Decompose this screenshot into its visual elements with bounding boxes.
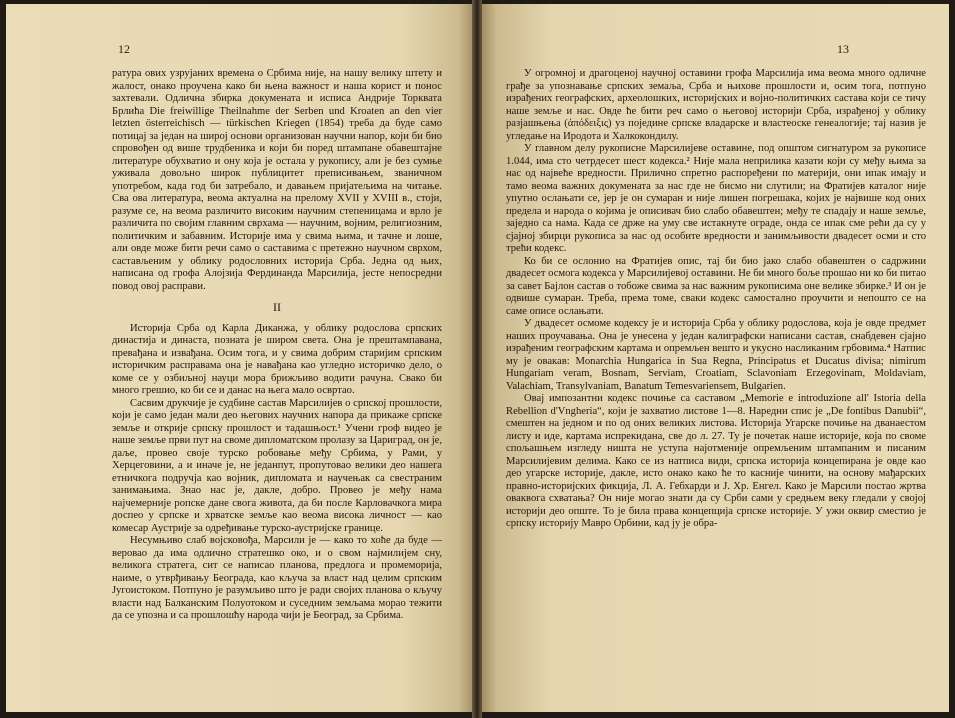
right-paragraph-4: У двадесет осмоме кодексу је и историја Срба у облику родослова, која је овде предмет наших проучавања. Она је унесена у један калиграфски написани састав, снабдевен сјајно израђеним географским картама и опремљен вешто и укусно насликаним грбовима.⁴ Натпис му је овакав: Monarchia Hungarica in Sua Regna, Principatus et Ducatus divisa; nimirum Hungariam veram, Bosnam, Serviam, Croatiam, Sclavoniam Erzegovinam, Moldaviam, Valachiam, Transylvaniam, Banatum Temesvariensem, Bulgarien. [506, 318, 926, 392]
right-paragraph-5: Овај импозантни кодекс почиње са саставом „Memorie e introduzione all' Istoria della Rebellion d'Vngheria“, који је захватио листове 1—8. Наредни спис је „De fontibus Danubii“, смештен на једном и по од оних великих листова. Историја Угарске почиње на дванаестом листу и иде, картама испрекидана, све до л. 27. Ту је почетак наше историје, која по своме спољашњем изгледу ништа не уступа најотменије опремљеним штампаним и писаним Марсилијевим делима. Како се из натписа види, српска историја концепирана је овде као део угарске историје, дакле, исто онако како ће то касније чинити, на основу мађарских правно-историјских фикција, Л. А. Гебхарди и Ј. Хр. Енгел. Како је Марсили постао жртва оваквога схватања? Он није могао знати да су Срби сами у средњем веку гледали у својој историји део опште. То је била права концепција српске историје. У ужи оквир сместио је српску историју Мавро Орбини, кад ју је обра- [506, 393, 926, 529]
left-section-paragraph-2: Сасвим друкчије је судбине састав Марсилијев о српској прошлости, који је само један мали део његових научних напора да прикаже српске земље и открије српску прошлост и тадашњост.¹ Учени гроф видео је наше земље први пут на своме дипломатском пролазу за Цариград, он је, даље, провео своје турско робовање међу Србима, у Рами, у Херцеговини, а и иначе је, не једанпут, пропутовао велики део нашега етничкога подручја као војник, дипломата и научењак са свестраним занимањима. Знао нас је, дакле, добро. Провео је међу нама најчемерније ропске дане свога живота, да би после Карловачкога мира доспео у српске и хрватске земље као веома висока личност — као комесар Аустрије за одређивање турско-аустријске границе. [112, 397, 442, 534]
book-gutter [472, 0, 482, 718]
section-heading: II [273, 300, 281, 314]
page-number-right: 13 [837, 42, 849, 56]
right-paragraph-2: У главном делу рукописне Марсилијеве оставине, под општом сигнатуром за рукописе 1.044, има сто четрдесет шест кодекса.² Није мала неприлика казати који су међу њима за нас од највеће вредности. Прилично спретно распоређени по материји, они ипак имају и тамо веома важних докумената за нас где не бисмо ни слутили; на Фратијев каталог није упутно ослањати се, јер је он сумаран и није лишен погрешака, којих је највише код оних предела и народа о којима је описивач био слабо обавештен; међу те спадају и наше земље, заједно са нама. Када се држе на уму све истакнуте ограде, онда се ипак сме рећи да су у сјајној збирци рукописа за нас од особите вредности и занимљивости двадесет осми и сто трећи кодекс. [506, 143, 926, 254]
left-section-paragraph-1: Историја Срба од Карла Диканжа, у облику родослова српских династија и династа, позната је широм света. Она је прештампавана, превађана и извађана. Осим тога, и у свима добрим старијим српским историчким расправама она је навађана као угледно историчко дело, о коме се у озбиљној науци мора брижљиво водити рачуна. Свако би много грешио, ко би се и данас на њега мало освртао. [112, 322, 442, 396]
left-paragraph-1: ратура ових узрујаних времена о Србима није, на нашу велику штету и жалост, онако проучена како би њена важност и наша корист и понос захтевали. Одлична збирка докумената и исписа Андрије Торквата Брлића Die freiwillige Theilnahme der Serben und Kroaten an den vier letzten österreichisch — türkischen Kriegen (1854) треба да буде само потицај за један на широј основи организован научни напор, који би био спровођен од више трудбеника и који би поред штампане обавештајне литературе обухватио и ону која је остала у рукопису, али је без сумње уживала довољно широк публицитет преписивањем, званичном употребом, када год би затребало, и давањем пријатељима на читање. Сва ова литература, веома актуална на прелому XVII у XVIII в., стоји, разуме се, на веома различито високим научним степеницама и врло је различита по својим главним сврхама — научним, војним, религиозним, политичким и забавним. Историје има у свима њима, и тачне и лоше, али овде може бити речи само о саставима с претежно научном сврхом, састављеним у облику родословних историја Срба. Једна од њих, написана од грофа Алојзија Фердинанда Марсилија, јесте непосредни повод овој расправи. [112, 68, 442, 292]
right-paragraph-1: У огромној и драгоценој научној оставини грофа Марсилија има веома много одличне грађе за упознавање српских земаља, Срба и њихове прошлости и, осим тога, потпуно израђених географских, археолошких, историјских и војно-политичких састава који се тичу наше земље и нас. Овде ће бити реч само о његовој историји Срба, израђеној у облику разјашњења (ἀπόδειξις) уз поједине српске владарске и властеоске генеалогије; тај назив је угледање на Иродота и Халкокондилу. [506, 68, 926, 142]
left-section-paragraph-3: Несумњиво слаб војсковођа, Марсили је — како то хоће да буде — веровао да има одлично стратешко око, и о свом најмилијем сну, великога стратега, сит се написао планова, предлога и промеморија, наиме, о утврђивању Београда, као кључа за власт над целим српским Југоистоком. Потпуно је разумљиво што је ради својих планова о кључу власти над Балканским Полуотоком и суседним земљама морао тежити да се упозна и са прошлошћу народа чији је Београд, за Србима. [112, 535, 442, 621]
right-paragraph-3: Ко би се ослонио на Фратијев опис, тај би био јако слабо обавештен о садржини двадесет осмога кодекса у Марсилијевој оставини. Не би много боље прошао ни ко би питао за савет Бајлон састав о тобоже свима за нас важним рукописима оне велике збирке.³ И он је одвише сумаран. Треба, према томе, сваки кодекс самостално проучити и непошто се на саме описе ослањати. [506, 255, 926, 317]
right-text-column [506, 68, 926, 531]
page-number-left: 12 [118, 42, 130, 56]
left-text-column [112, 68, 442, 623]
